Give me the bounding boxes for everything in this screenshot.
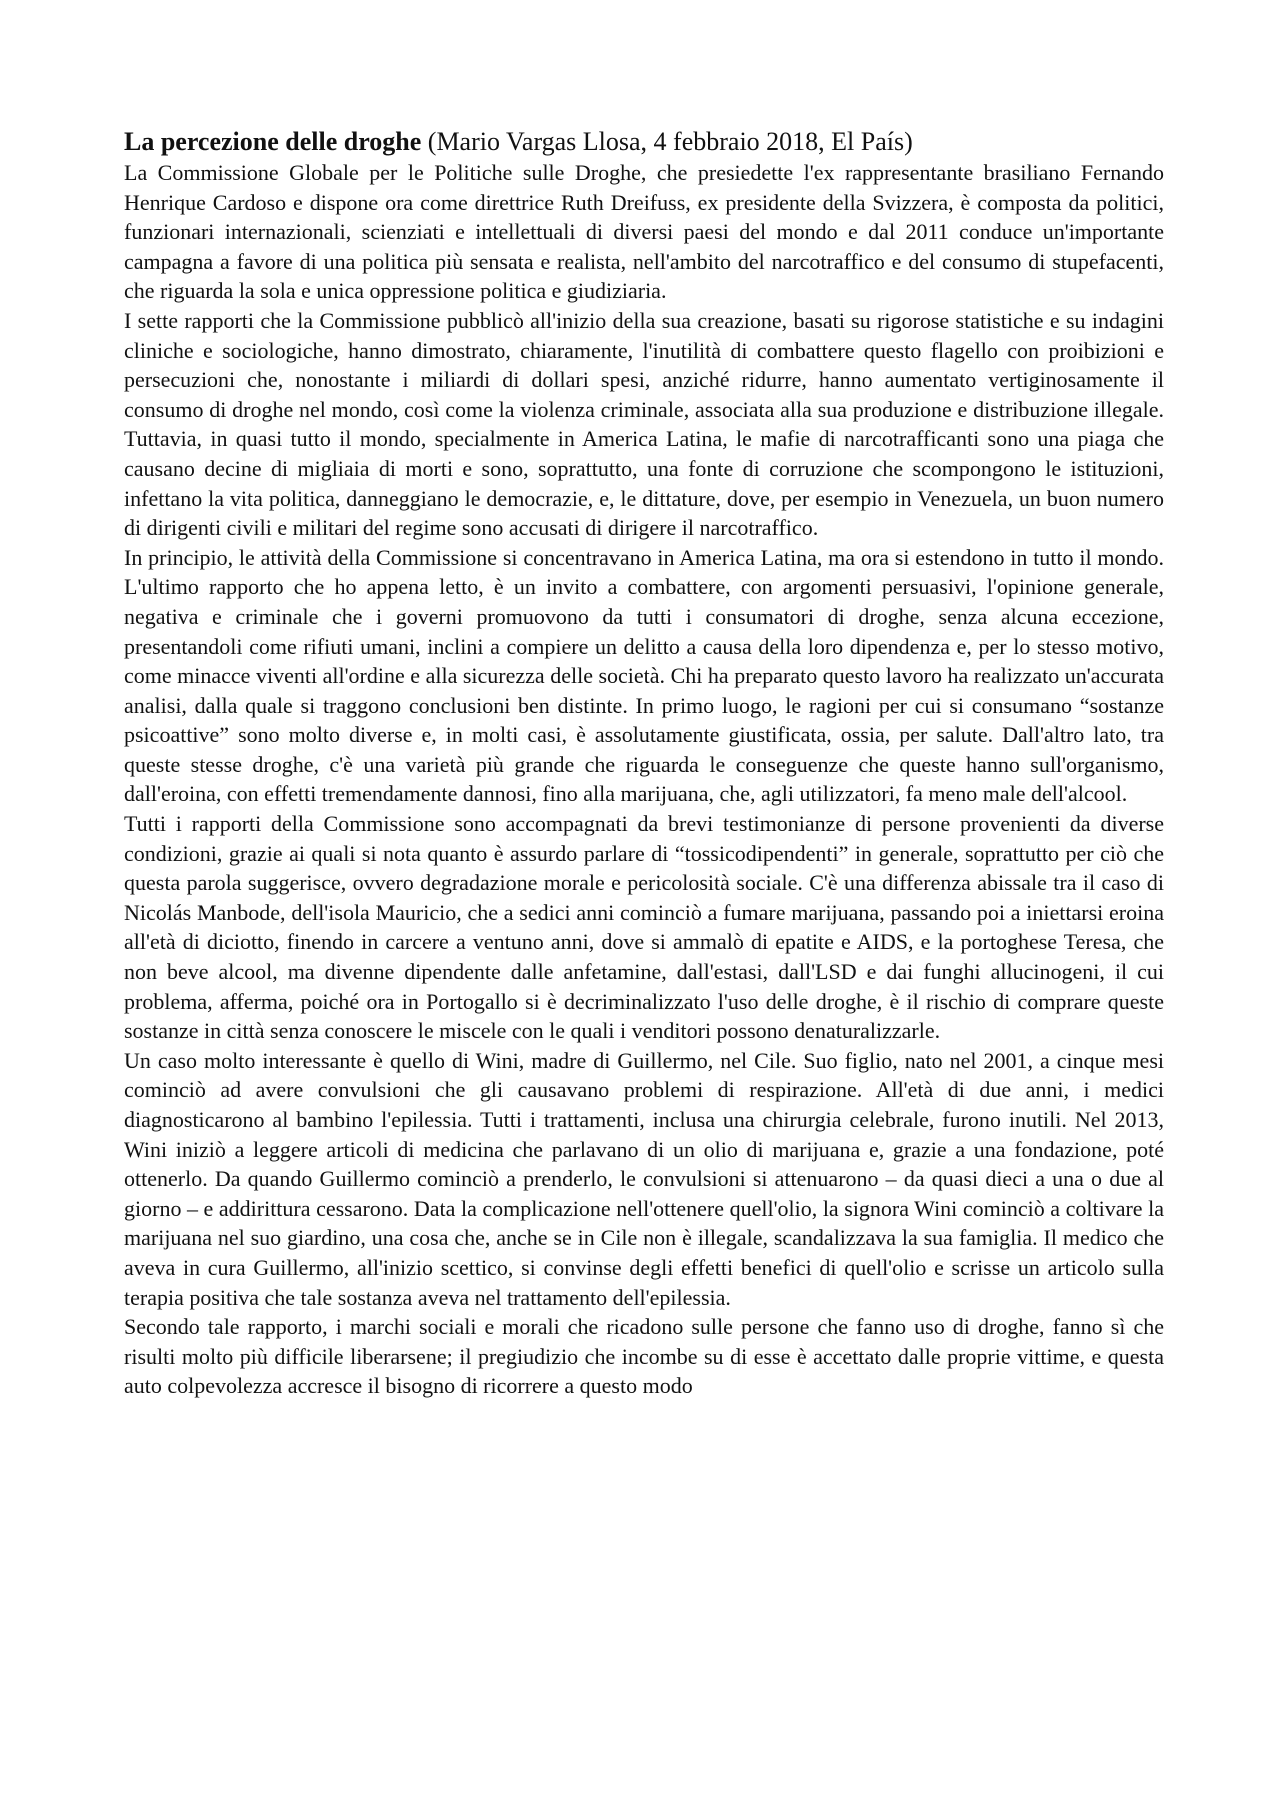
paragraph: In principio, le attività della Commissione si concentravano in America Latina, ma ora si estendono in tutto il mondo. L'ultimo rapporto che ho appena letto, è un invito a combattere, con argomenti persuasivi, l'opinione generale, negativa e criminale che i governi promuovono da tutti i consumatori di droghe, senza alcuna eccezione, presentandoli come rifiuti umani, inclini a compiere un delitto a causa della loro dipendenza e, per lo stesso motivo, come minacce viventi all'ordine e alla sicurezza delle società. Chi ha preparato questo lavoro ha realizzato un'accurata analisi, dalla quale si traggono conclusioni ben distinte. In primo luogo, le ragioni per cui si consumano “sostanze psicoattive” sono molto diverse e, in molti casi, è assolutamente giustificata, ossia, per salute. Dall'altro lato, tra queste stesse droghe, c'è una varietà più grande che riguarda le conseguenze che queste hanno sull'organismo, dall'eroina, con effetti tremendamente dannosi, fino alla marijuana, che, agli utilizzatori, fa meno male dell'alcool. <box>124 544 1164 807</box>
paragraph: Secondo tale rapporto, i marchi sociali e morali che ricadono sulle persone che fanno uso di droghe, fanno sì che risulti molto più difficile liberarsene; il pregiudizio che incombe su di esse è accettato dalle proprie vittime, e questa auto colpevolezza accresce il bisogno di ricorrere a questo modo <box>124 1314 1164 1399</box>
paragraph: Tutti i rapporti della Commissione sono accompagnati da brevi testimonianze di persone provenienti da diverse condizioni, grazie ai quali si nota quanto è assurdo parlare di “tossicodipendenti” in generale, soprattutto per ciò che questa parola suggerisce, ovvero degradazione morale e pericolosità sociale. C'è una differenza abissale tra il caso di Nicolás Manbode, dell'isola Mauricio, che a sedici anni cominciò a fumare marijuana, passando poi a iniettarsi eroina all'età di diciotto, finendo in carcere a ventuno anni, dove si ammalò di epatite e AIDS, e la portoghese Teresa, che non beve alcool, ma divenne dipendente dalle anfetamine, dall'estasi, dall'LSD e dai funghi allucinogeni, il cui problema, afferma, poiché ora in Portogallo si è decriminalizzato l'uso delle droghe, è il rischio di comprare queste sostanze in città senza conoscere le miscele con le quali i venditori possono denaturalizzarle. <box>124 811 1164 1044</box>
page-title: La percezione delle droghe <box>124 127 422 156</box>
paragraph: La Commissione Globale per le Politiche sulle Droghe, che presiedette l'ex rappresentante brasiliano Fernando Henrique Cardoso e dispone ora come direttrice Ruth Dreifuss, ex presidente della Svizzera, è composta da politici, funzionari internazionali, scienziati e intellettuali di diversi paesi del mondo e dal 2011 conduce un'importante campagna a favore di una politica più sensata e realista, nell'ambito del narcotraffico e del consumo di stupefacenti, che riguarda la sola e unica oppressione politica e giudiziaria. <box>124 160 1164 304</box>
document-header <box>124 126 1164 158</box>
document-page <box>124 126 1164 1401</box>
byline: (Mario Vargas Llosa, 4 febbraio 2018, El País) <box>427 127 913 156</box>
paragraph: Un caso molto interessante è quello di Wini, madre di Guillermo, nel Cile. Suo figlio, nato nel 2001, a cinque mesi cominciò ad avere convulsioni che gli causavano problemi di respirazione. All'età di due anni, i medici diagnosticarono al bambino l'epilessia. Tutti i trattamenti, inclusa una chirurgia celebrale, furono inutili. Nel 2013, Wini iniziò a leggere articoli di medicina che parlavano di un olio di marijuana e, grazie a una fondazione, poté ottenerlo. Da quando Guillermo cominciò a prenderlo, le convulsioni si attenuarono – da quasi dieci a una o due al giorno – e addirittura cessarono. Data la complicazione nell'ottenere quell'olio, la signora Wini cominciò a coltivare la marijuana nel suo giardino, una cosa che, anche se in Cile non è illegale, scandalizzava la sua famiglia. Il medico che aveva in cura Guillermo, all'inizio scettico, si convinse degli effetti benefici di quell'olio e scrisse un articolo sulla terapia positiva che tale sostanza aveva nel trattamento dell'epilessia. <box>124 1047 1164 1310</box>
paragraph: I sette rapporti che la Commissione pubblicò all'inizio della sua creazione, basati su rigorose statistiche e su indagini cliniche e sociologiche, hanno dimostrato, chiaramente, l'inutilità di combattere questo flagello con proibizioni e persecuzioni che, nonostante i miliardi di dollari spesi, anziché ridurre, hanno aumentato vertiginosamente il consumo di droghe nel mondo, così come la violenza criminale, associata alla sua produzione e distribuzione illegale. Tuttavia, in quasi tutto il mondo, specialmente in America Latina, le mafie di narcotrafficanti sono una piaga che causano decine di migliaia di morti e sono, soprattutto, una fonte di corruzione che scompongono le istituzioni, infettano la vita politica, danneggiano le democrazie, e, le dittature, dove, per esempio in Venezuela, un buon numero di dirigenti civili e militari del regime sono accusati di dirigere il narcotraffico. <box>124 307 1164 541</box>
